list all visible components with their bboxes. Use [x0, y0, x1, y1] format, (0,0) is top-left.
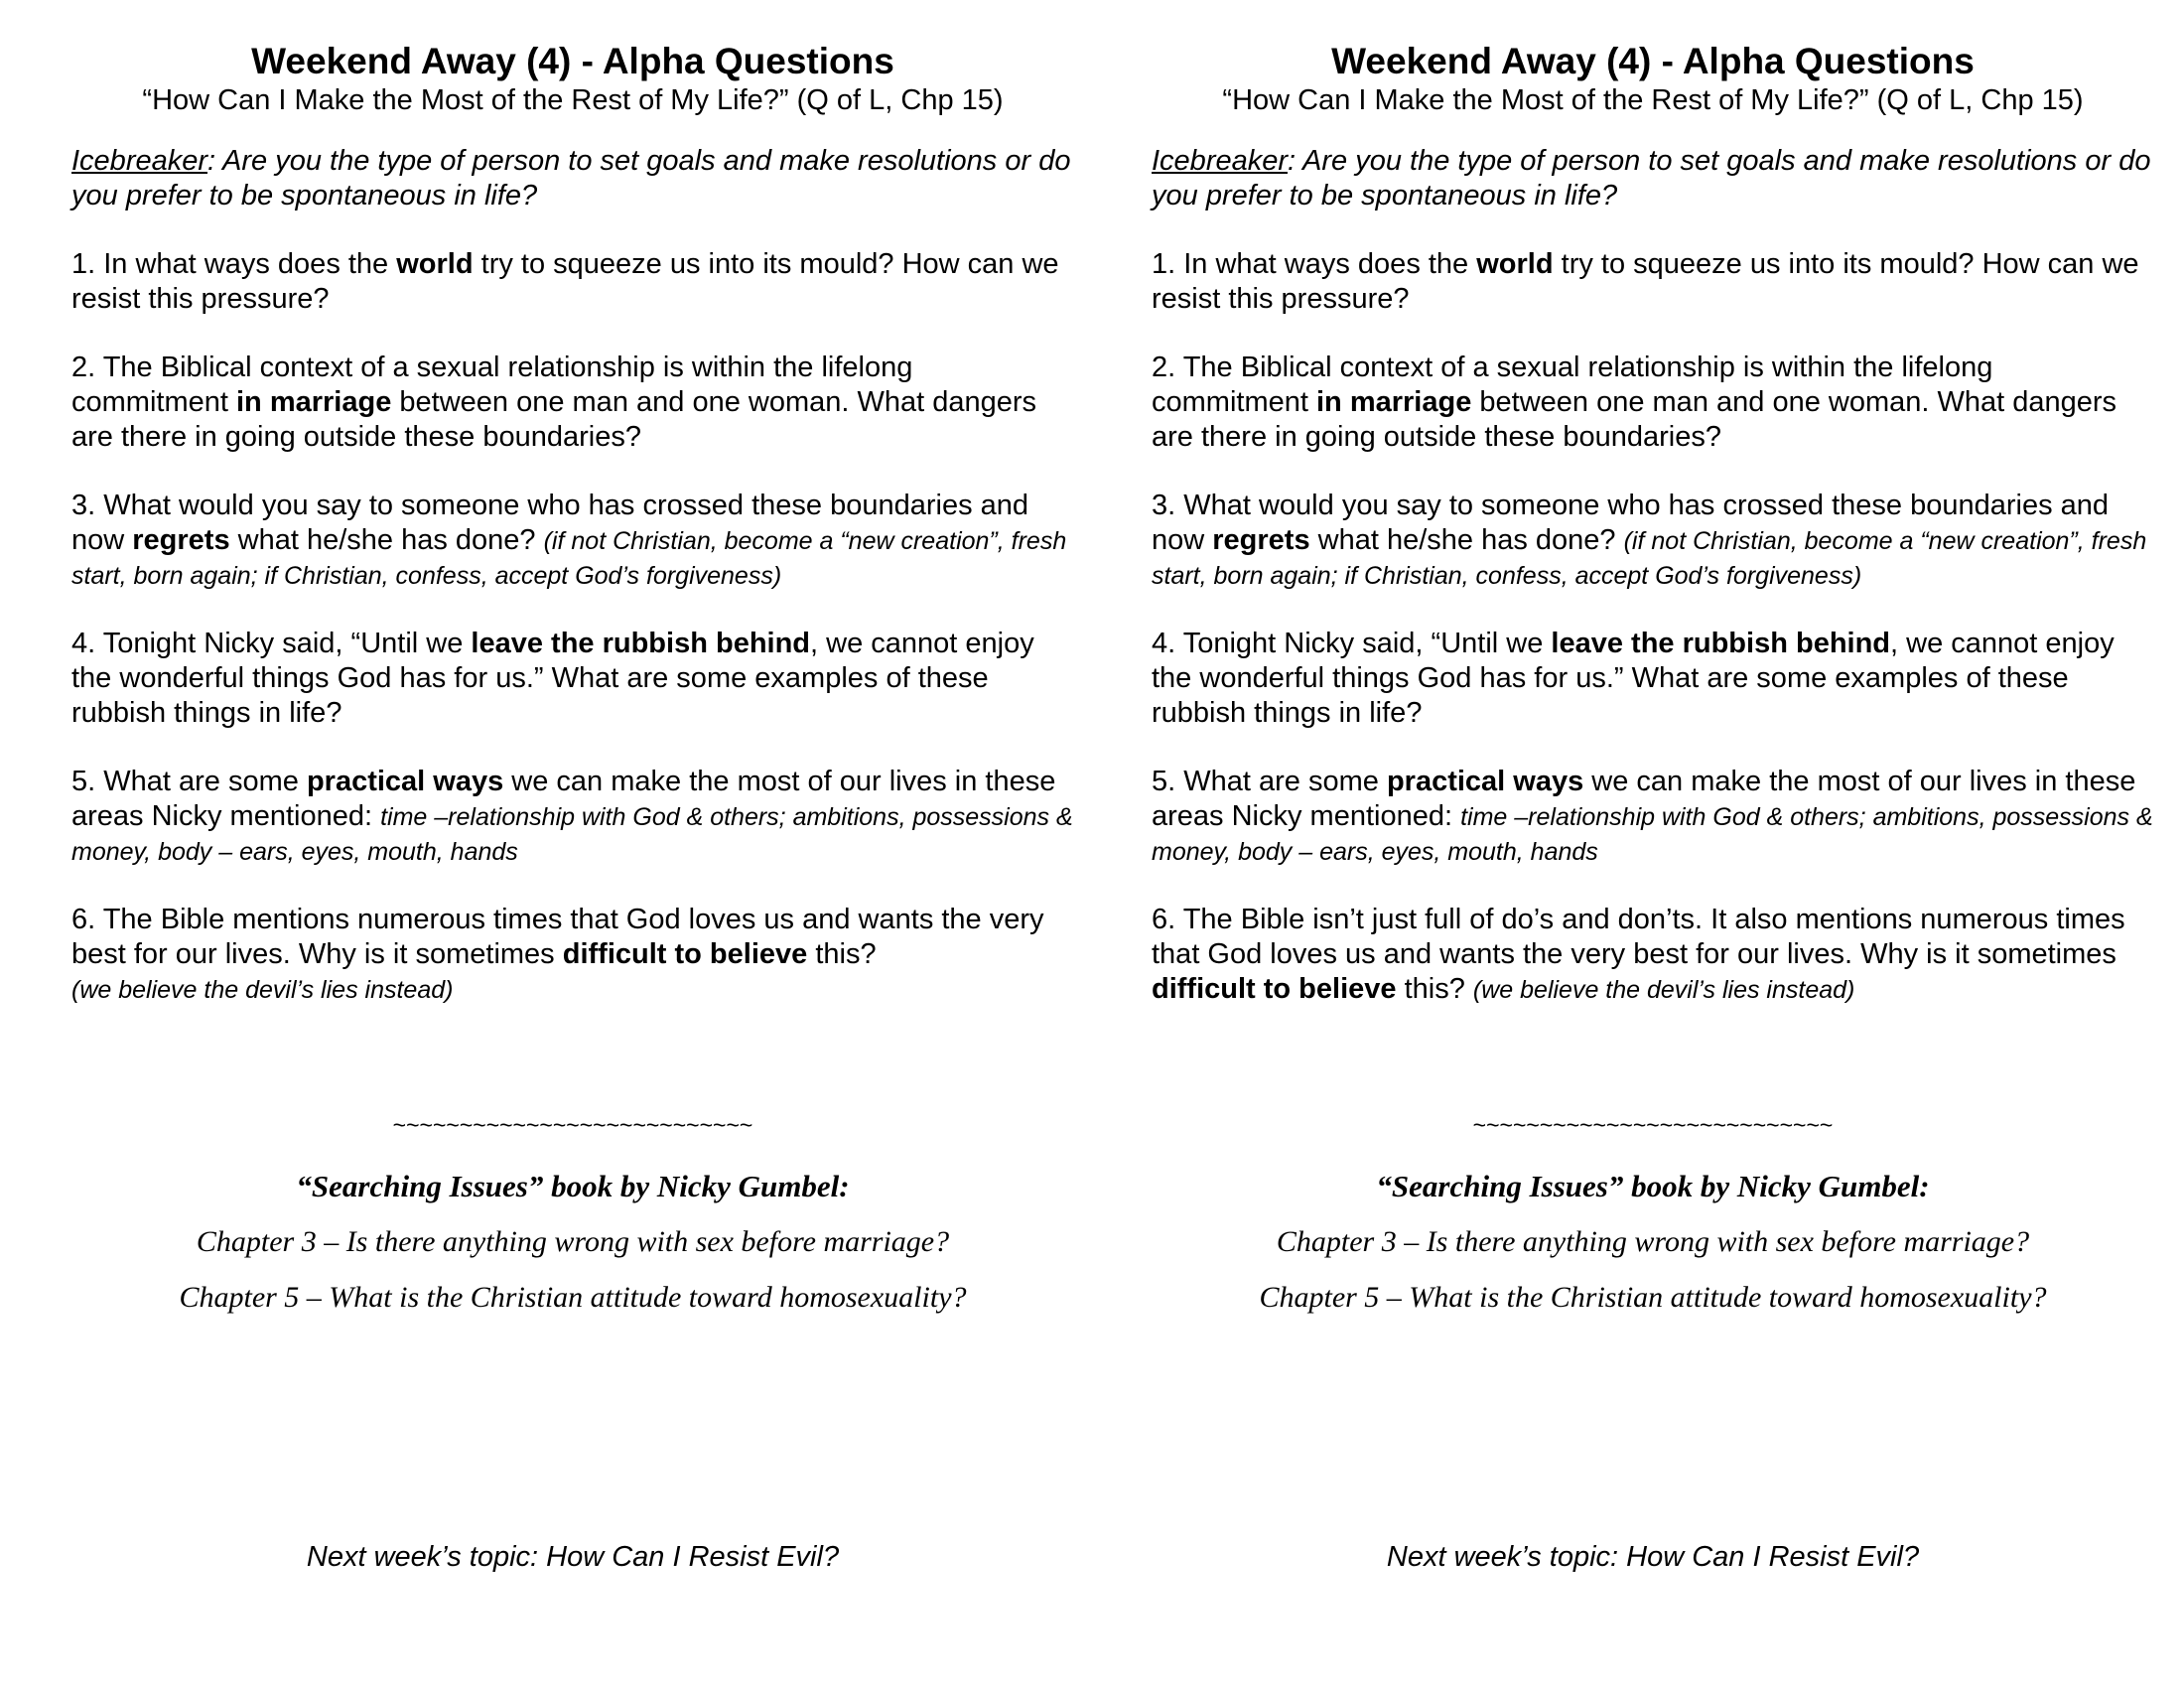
question-3-text: 3. What would you say to someone who has crossed these boundaries and now [1152, 490, 2110, 556]
chapter-5: Chapter 5 – What is the Christian attitude toward homosexuality? [1259, 1281, 2047, 1314]
question-5-text: 5. What are some [71, 766, 307, 797]
question-4-text: 4. Tonight Nicky said, “Until we [1152, 628, 1552, 659]
question-6 [1152, 903, 2154, 1007]
question-6-text: 6. The Bible mentions numerous times that God loves us and wants the very best for our lives. Why is it sometimes [71, 904, 1044, 970]
question-6-emphasis: difficult to believe [562, 938, 808, 970]
question-1-text-end: try to squeeze us into its mould? How can we resist this pressure? [1152, 248, 2139, 315]
question-4 [71, 627, 1074, 731]
question-5-text-end: we can make the most of our lives in these areas Nicky mentioned: [71, 766, 1056, 832]
question-6-emphasis: difficult to believe [1152, 973, 1397, 1005]
book-title: “Searching Issues” book by Nicky Gumbel: [1376, 1169, 1930, 1203]
question-2-text-end: between one man and one woman. What dangers are there in going outside these boundaries? [71, 386, 1037, 453]
question-3-text-end: what he/she has done? [1309, 524, 1624, 556]
question-1-text: 1. In what ways does the [1152, 248, 1477, 280]
question-1-emphasis: world [396, 248, 474, 280]
handout-title: Weekend Away (4) - Alpha Questions [251, 41, 894, 81]
chapter-5: Chapter 5 – What is the Christian attitude toward homosexuality? [179, 1281, 967, 1314]
next-week-topic: Next week’s topic: How Can I Resist Evil? [306, 1541, 840, 1573]
question-5-emphasis: practical ways [1386, 766, 1584, 797]
question-2 [1152, 351, 2154, 455]
question-6 [71, 903, 1074, 1007]
question-2-text: 2. The Biblical context of a sexual relationship is within the lifelong commitment [71, 352, 913, 418]
question-2-emphasis: in marriage [235, 386, 392, 418]
divider: ~~~~~~~~~~~~~~~~~~~~~~~~~~~ [392, 1112, 753, 1138]
question-1 [71, 247, 1074, 317]
question-4-text: 4. Tonight Nicky said, “Until we [71, 628, 472, 659]
question-5-note: time –relationship with God & others; ambitions, possessions & money, body – ears, eyes, mouth, hands [71, 803, 1073, 866]
question-5-emphasis: practical ways [306, 766, 504, 797]
question-6-text-end: this? [807, 938, 877, 970]
icebreaker [71, 144, 1074, 213]
icebreaker-label: Icebreaker [71, 145, 208, 177]
question-5 [71, 765, 1074, 869]
book-reference [71, 1168, 1074, 1317]
question-3 [71, 489, 1074, 593]
question-3-emphasis: regrets [132, 524, 230, 556]
question-4-emphasis: leave the rubbish behind [1551, 628, 1891, 659]
question-1-emphasis: world [1476, 248, 1554, 280]
question-6-note: (we believe the devil’s lies instead) [71, 976, 454, 1004]
question-4-emphasis: leave the rubbish behind [471, 628, 811, 659]
question-3-text: 3. What would you say to someone who has crossed these boundaries and now [71, 490, 1029, 556]
question-3 [1152, 489, 2154, 593]
question-5-text-end: we can make the most of our lives in these areas Nicky mentioned: [1152, 766, 2136, 832]
question-1 [1152, 247, 2154, 317]
question-6-text-end: this? [1396, 973, 1473, 1005]
handout-subtitle: “How Can I Make the Most of the Rest of My Life?” (Q of L, Chp 15) [142, 84, 1004, 116]
handout-left [71, 40, 1074, 1648]
question-4-text-end: , we cannot enjoy the wonderful things God has for us.” What are some examples of these rubbish things in life? [1152, 628, 2115, 729]
chapter-3: Chapter 3 – Is there anything wrong with sex before marriage? [196, 1225, 950, 1258]
book-reference [1152, 1168, 2154, 1317]
question-3-text-end: what he/she has done? [229, 524, 544, 556]
question-6-note: (we believe the devil’s lies instead) [1472, 976, 1855, 1004]
question-2-text-end: between one man and one woman. What dangers are there in going outside these boundaries? [1152, 386, 2117, 453]
question-3-note: (if not Christian, become a “new creation”, fresh start, born again; if Christian, confess, accept God’s forgiveness) [1152, 527, 2147, 590]
icebreaker [1152, 144, 2154, 213]
next-week-topic: Next week’s topic: How Can I Resist Evil? [1386, 1541, 1920, 1573]
divider: ~~~~~~~~~~~~~~~~~~~~~~~~~~~ [1472, 1112, 1834, 1138]
question-2-text: 2. The Biblical context of a sexual relationship is within the lifelong commitment [1152, 352, 1993, 418]
icebreaker-text: : Are you the type of person to set goals and make resolutions or do you prefer to be spontaneous in life? [71, 145, 1071, 211]
question-2 [71, 351, 1074, 455]
question-4-text-end: , we cannot enjoy the wonderful things God has for us.” What are some examples of these rubbish things in life? [71, 628, 1034, 729]
question-3-note: (if not Christian, become a “new creation”, fresh start, born again; if Christian, confess, accept God’s forgiveness) [71, 527, 1067, 590]
question-6-text: 6. The Bible isn’t just full of do’s and don’ts. It also mentions numerous times that God loves us and wants the very best for our lives. Why is it sometimes [1152, 904, 2125, 970]
question-2-emphasis: in marriage [1315, 386, 1472, 418]
question-1-text-end: try to squeeze us into its mould? How can we resist this pressure? [71, 248, 1059, 315]
chapter-3: Chapter 3 – Is there anything wrong with sex before marriage? [1276, 1225, 2030, 1258]
question-3-emphasis: regrets [1212, 524, 1310, 556]
icebreaker-label: Icebreaker [1152, 145, 1289, 177]
book-title: “Searching Issues” book by Nicky Gumbel: [296, 1169, 850, 1203]
question-5-text: 5. What are some [1152, 766, 1387, 797]
handout-right [1152, 40, 2154, 1648]
question-5-note: time –relationship with God & others; ambitions, possessions & money, body – ears, eyes, mouth, hands [1152, 803, 2153, 866]
handout-subtitle: “How Can I Make the Most of the Rest of My Life?” (Q of L, Chp 15) [1222, 84, 2084, 116]
question-4 [1152, 627, 2154, 731]
handout-title: Weekend Away (4) - Alpha Questions [1331, 41, 1975, 81]
icebreaker-text: : Are you the type of person to set goals and make resolutions or do you prefer to be spontaneous in life? [1152, 145, 2151, 211]
question-1-text: 1. In what ways does the [71, 248, 397, 280]
question-5 [1152, 765, 2154, 869]
